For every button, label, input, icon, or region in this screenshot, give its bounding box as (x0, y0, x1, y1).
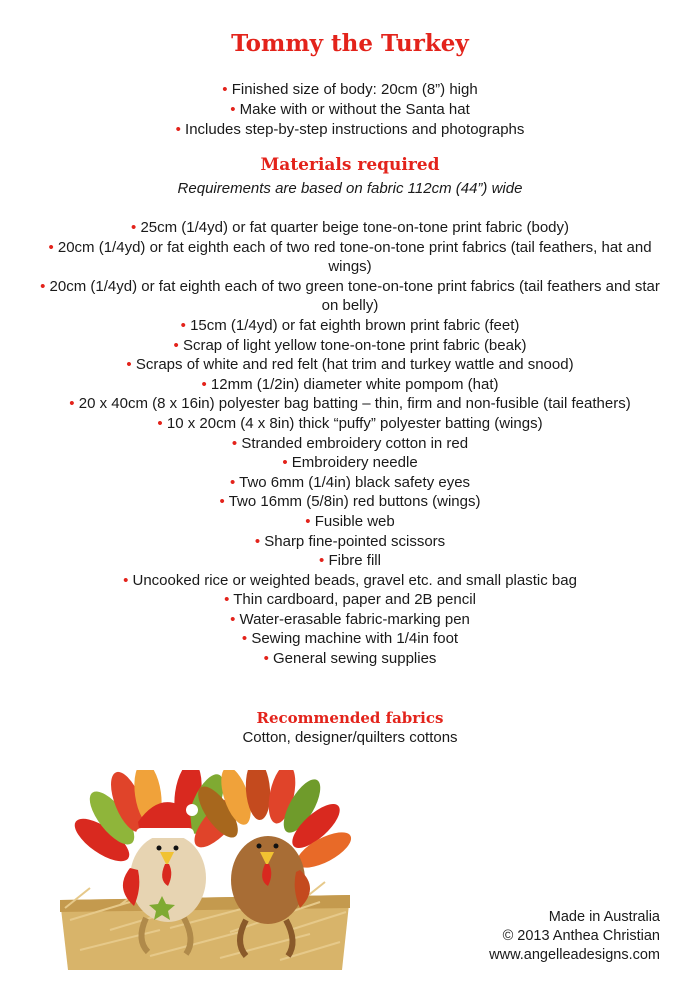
bullet: • (319, 552, 325, 570)
list-item (0, 100, 700, 120)
website-text: www.angelleadesigns.com (489, 947, 660, 963)
list-item-text: Scrap of light yellow tone-on-tone print fabric (beak) (182, 336, 527, 354)
bullet: • (229, 473, 236, 491)
list-item-text: 10 x 20cm (4 x 8in) thick “puffy” polyester batting (wings) (166, 414, 543, 432)
list-item (36, 355, 664, 375)
list-item (36, 238, 664, 277)
bullet: • (224, 591, 230, 609)
list-item (36, 414, 664, 434)
made-in-text: Made in Australia (548, 909, 660, 925)
bullet: • (69, 395, 75, 413)
list-item (36, 590, 664, 610)
bullet: • (231, 434, 238, 452)
bullet: • (40, 277, 46, 295)
list-item-text: Embroidery needle (291, 454, 418, 472)
list-item (36, 218, 664, 238)
bullet: • (131, 219, 137, 236)
list-item-text: Uncooked rice or weighted beads, gravel etc. and small plastic bag (132, 571, 577, 589)
list-item (36, 434, 664, 454)
recommended-heading: Recommended fabrics (256, 709, 444, 727)
bullet: • (305, 512, 311, 530)
list-item-text: Sewing machine with 1/4in foot (251, 630, 459, 648)
list-item (36, 277, 664, 316)
turkey-photo (50, 770, 360, 970)
list-item (36, 394, 664, 414)
bullet: • (201, 375, 207, 393)
bullet: • (241, 630, 248, 648)
bullet: • (48, 238, 54, 256)
list-item-text: Fusible web (314, 512, 395, 530)
list-item (36, 316, 664, 336)
list-item (36, 610, 664, 630)
bullet: • (219, 493, 225, 511)
list-item-text: 20cm (1/4yd) or fat eighth each of two red tone-on-tone print fabrics (tail feathers, hat and wings) (57, 238, 652, 276)
materials-list (36, 218, 664, 669)
bullet: • (175, 121, 181, 138)
list-item-text: 20 x 40cm (8 x 16in) polyester bag batting – thin, firm and non-fusible (tail feathers) (78, 395, 631, 413)
list-item (36, 629, 664, 649)
list-item (36, 473, 664, 493)
bullet: • (230, 101, 236, 118)
materials-heading: Materials required (260, 155, 440, 175)
list-item-text: Thin cardboard, paper and 2B pencil (233, 591, 476, 609)
intro-list (0, 80, 700, 140)
list-item-text: Two 16mm (5/8in) red buttons (wings) (228, 493, 481, 511)
bullet: • (126, 356, 132, 374)
list-item (0, 80, 700, 100)
list-item-text: Make with or without the Santa hat (239, 101, 470, 118)
list-item (36, 375, 664, 395)
list-item (36, 492, 664, 512)
list-item-text: Fibre fill (328, 552, 381, 570)
list-item-text: 20cm (1/4yd) or fat eighth each of two green tone-on-tone print fabrics (tail feathers and star on belly) (49, 277, 660, 315)
list-item (36, 336, 664, 356)
list-item (36, 532, 664, 552)
list-item-text: Finished size of body: 20cm (8”) high (231, 81, 478, 98)
bullet: • (173, 336, 179, 354)
list-item (36, 512, 664, 532)
list-item-text: 25cm (1/4yd) or fat quarter beige tone-on-tone print fabric (body) (140, 219, 569, 236)
list-item-text: Two 6mm (1/4in) black safety eyes (239, 473, 471, 491)
bullet: • (263, 650, 269, 668)
list-item-text: Stranded embroidery cotton in red (241, 434, 469, 452)
list-item (0, 120, 700, 140)
list-item-text: General sewing supplies (273, 650, 437, 668)
list-item-text: 12mm (1/2in) diameter white pompom (hat) (210, 375, 499, 393)
bullet: • (222, 81, 228, 98)
bullet: • (282, 454, 288, 472)
list-item (36, 453, 664, 473)
copyright-text: © 2013 Anthea Christian (502, 928, 660, 944)
bullet: • (230, 610, 236, 628)
bullet: • (254, 532, 261, 550)
list-item-text: 15cm (1/4yd) or fat eighth brown print fabric (feet) (190, 316, 520, 334)
bullet: • (123, 571, 129, 589)
bullet: • (180, 316, 186, 334)
list-item (36, 571, 664, 591)
footer (489, 908, 660, 965)
list-item (36, 649, 664, 669)
list-item (36, 551, 664, 571)
bullet: • (157, 414, 163, 432)
list-item-text: Water-erasable fabric-marking pen (239, 610, 470, 628)
materials-note: Requirements are based on fabric 112cm (44”) wide (177, 180, 523, 197)
list-item-text: Scraps of white and red felt (hat trim and turkey wattle and snood) (135, 356, 574, 374)
recommended-text: Cotton, designer/quilters cottons (242, 729, 458, 746)
list-item-text: Includes step-by-step instructions and photographs (185, 121, 525, 138)
list-item-text: Sharp fine-pointed scissors (264, 532, 446, 550)
page-title: Tommy the Turkey (231, 30, 469, 57)
